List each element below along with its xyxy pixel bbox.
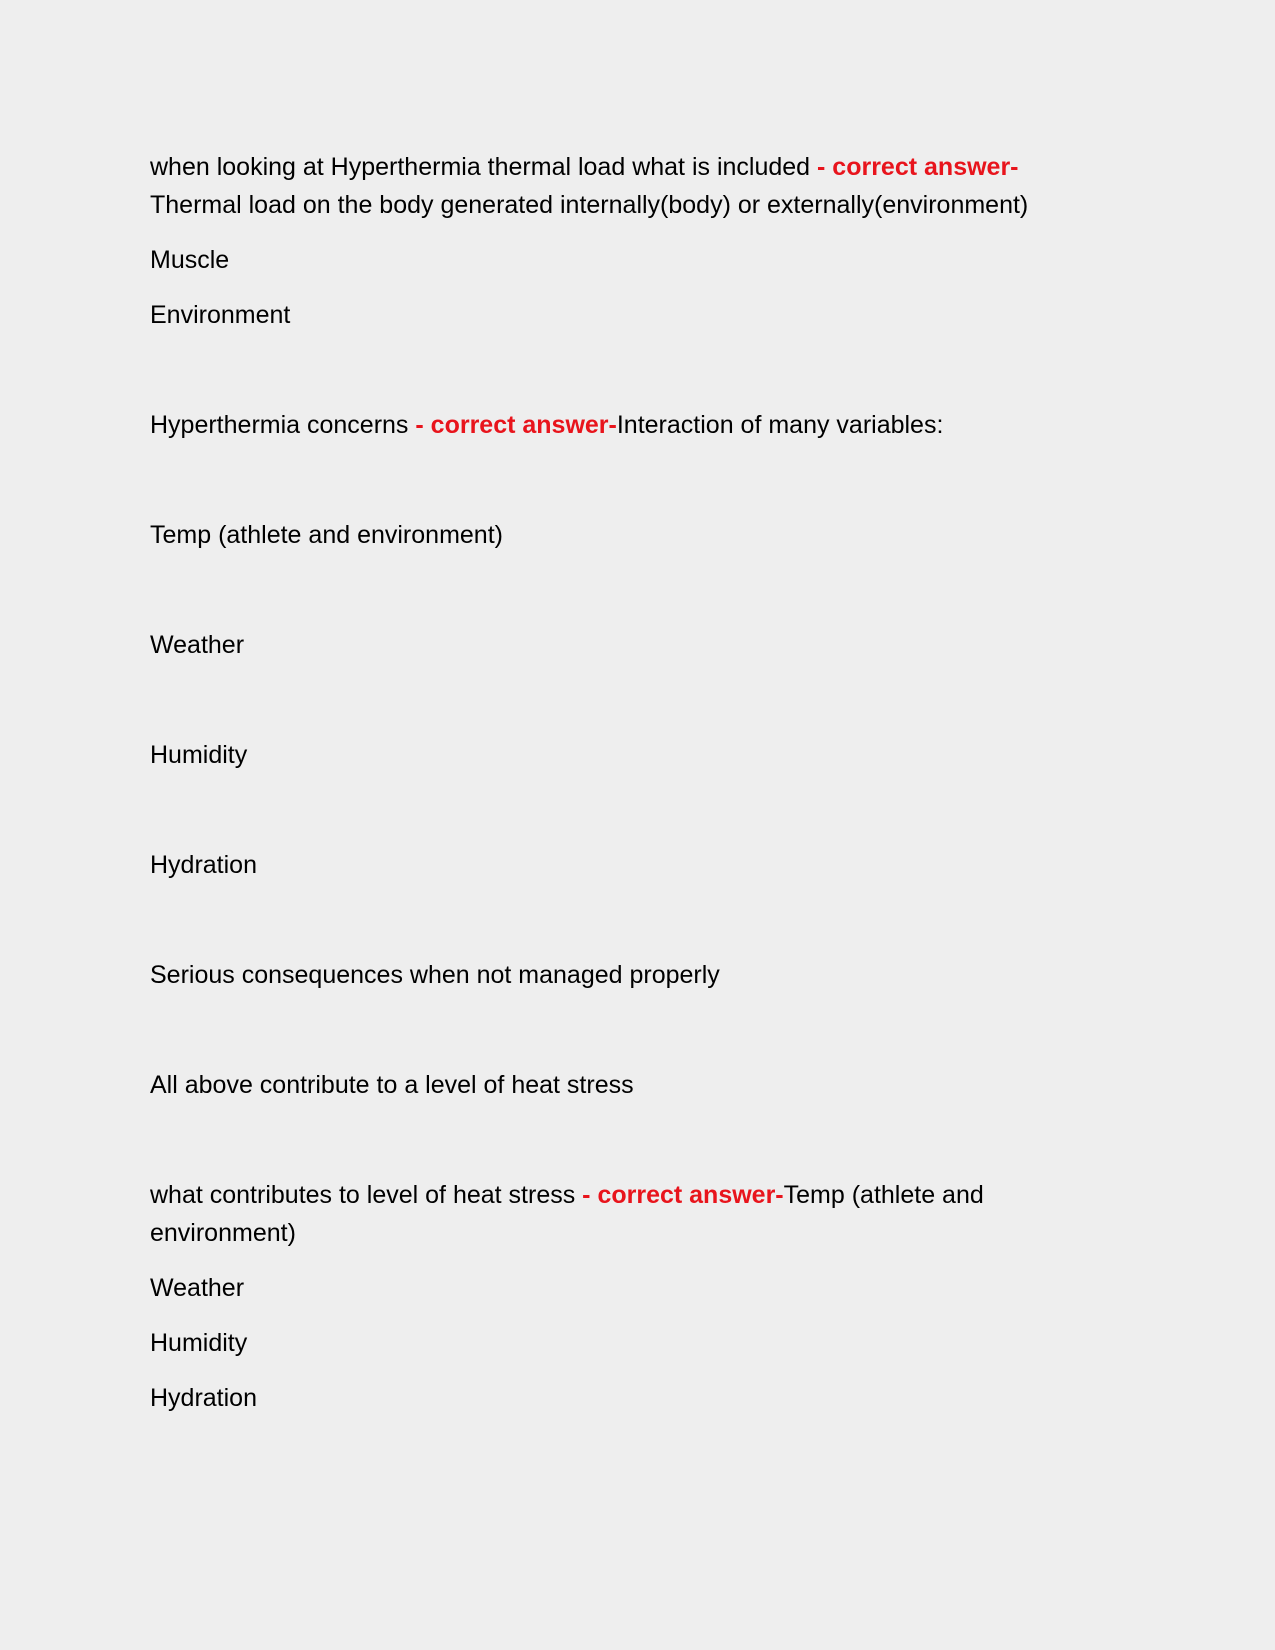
answer-1-text: Thermal load on the body generated internally(body) or externally(environment) bbox=[150, 191, 1029, 219]
answer-2-text: Interaction of many variables: bbox=[616, 411, 944, 439]
q2-item-hydration: Hydration bbox=[150, 851, 257, 879]
q2-item-weather: Weather bbox=[150, 631, 245, 659]
answer-marker-1: - correct answer- bbox=[817, 153, 1019, 181]
question-3-line bbox=[150, 1176, 1140, 1214]
q2-item-heat-stress: All above contribute to a level of heat stress bbox=[150, 1071, 634, 1099]
answer-marker-3: - correct answer- bbox=[582, 1181, 784, 1209]
q2-item-consequences: Serious consequences when not managed properly bbox=[150, 961, 720, 989]
question-1-text: when looking at Hyperthermia thermal load what is included bbox=[150, 153, 818, 181]
q3-item-humidity: Humidity bbox=[150, 1329, 248, 1357]
question-3-text: what contributes to level of heat stress bbox=[150, 1181, 583, 1209]
question-1-line bbox=[150, 148, 1140, 186]
q2-item-temp: Temp (athlete and environment) bbox=[150, 521, 503, 549]
question-2-text: Hyperthermia concerns bbox=[150, 411, 416, 439]
answer-3-continued: environment) bbox=[150, 1219, 296, 1247]
q2-item-humidity: Humidity bbox=[150, 741, 248, 769]
answer-marker-2: - correct answer- bbox=[415, 411, 617, 439]
q3-item-hydration: Hydration bbox=[150, 1384, 257, 1412]
question-2-line bbox=[150, 406, 1140, 444]
answer-3-text: Temp (athlete and bbox=[783, 1181, 984, 1209]
q1-item-muscle: Muscle bbox=[150, 246, 230, 274]
q3-item-weather: Weather bbox=[150, 1274, 245, 1302]
document-page bbox=[150, 148, 1140, 1417]
q1-item-environment: Environment bbox=[150, 301, 291, 329]
